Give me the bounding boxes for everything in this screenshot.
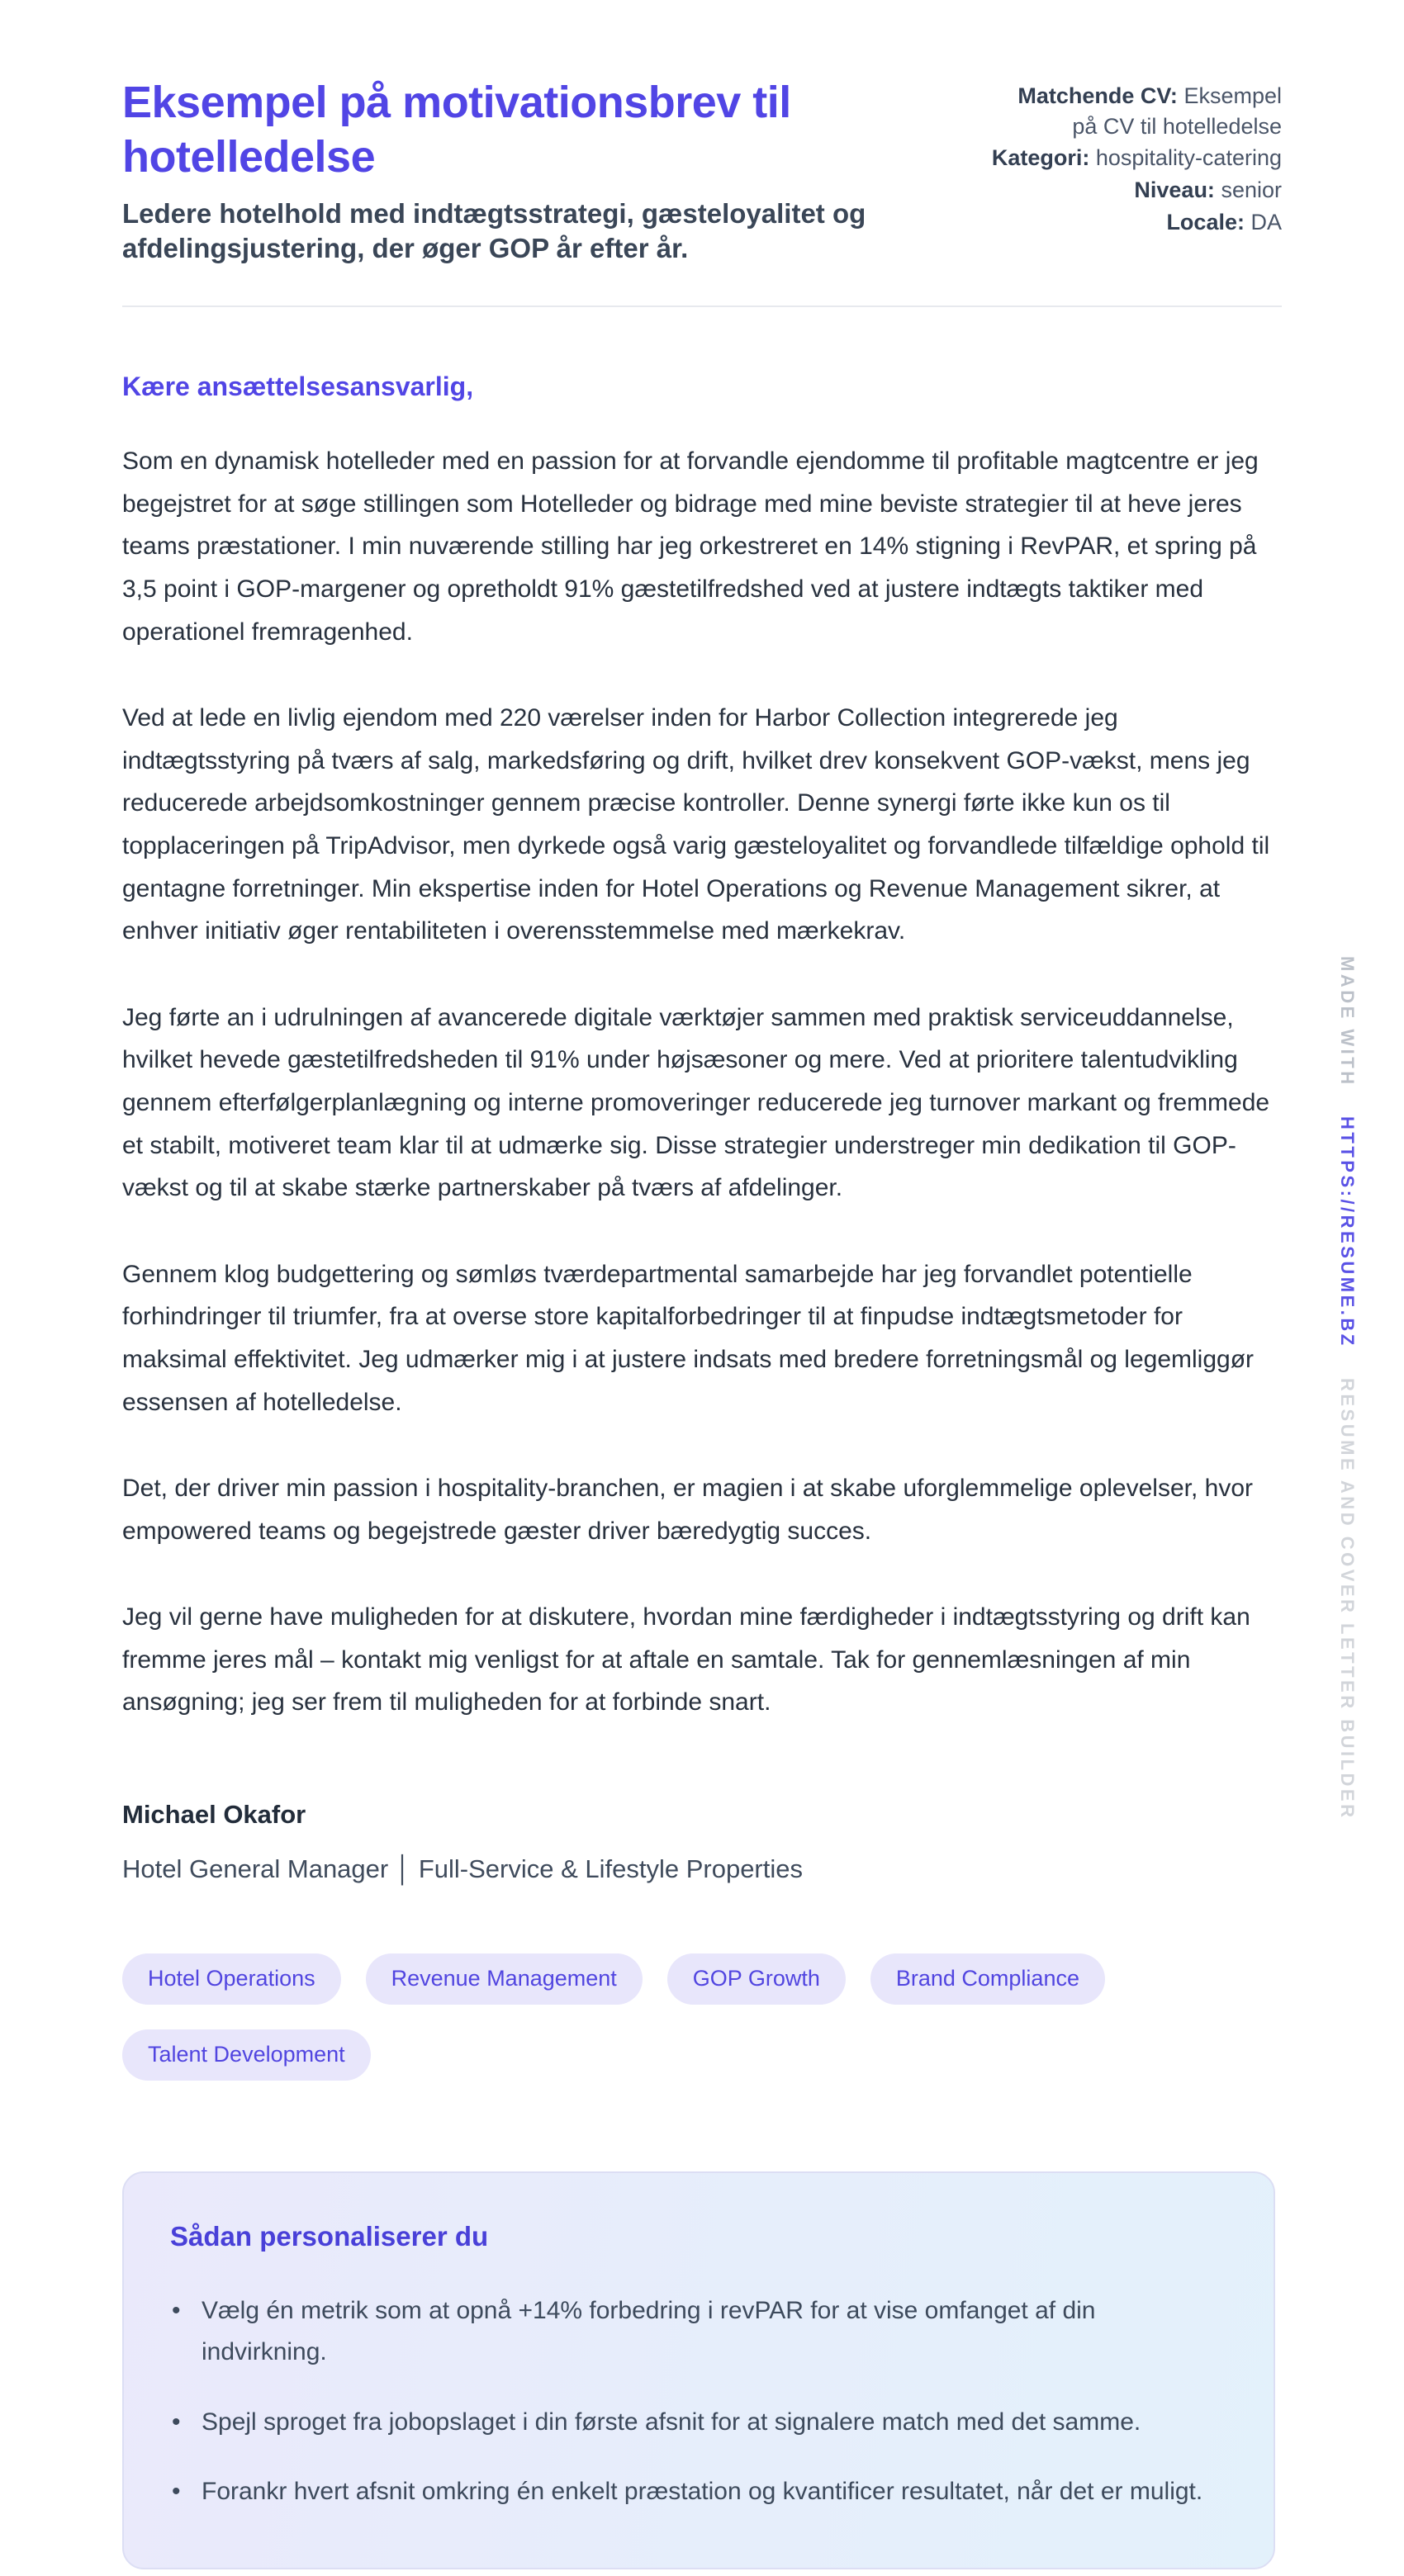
tips-list (170, 2290, 1221, 2513)
letter-paragraph: Som en dynamisk hotelleder med en passion for at forvandle ejendomme til profitable magtcentre er jeg begejstret for at søge stillingen som Hotelleder og bidrage med mine beviste strategier til at heve jeres teams præstationer. I min nuværende stilling har jeg orkestreret en 14% stigning i RevPAR, et spring på 3,5 point i GOP-margener og opretholdt 91% gæstetilfredshed ved at justere indtægts taktiker med operationel fremragenhed. (122, 447, 1259, 646)
letter-body (122, 372, 1282, 1884)
ribbon-resume-bz-link[interactable]: HTTPS://RESUME.BZ (1337, 1116, 1358, 1348)
header-divider (122, 305, 1282, 307)
content-column (122, 0, 1282, 2569)
meta-locale-label: Locale: (1166, 209, 1245, 234)
page-subtitle: Ledere hotelhold med indtægtsstrategi, gæsteloyalitet og afdelingsjustering, der øger GOP år efter år. (122, 197, 866, 263)
meta-locale (991, 207, 1282, 238)
meta-matching-cv (991, 81, 1282, 141)
page-header (122, 76, 1282, 266)
header-title-block (122, 76, 907, 266)
tip-item: • Spejl sproget fra jobopslaget i din første afsnit for at signalere match med det samme. (202, 2402, 1221, 2443)
meta-category (991, 143, 1282, 173)
meta-category-value: hospitality-catering (1095, 145, 1282, 171)
letter-paragraph: Ved at lede en livlig ejendom med 220 værelser inden for Harbor Collection integrerede jeg indtægtsstyring på tværs af salg, markedsføring og drift, hvilket drev konsekvent GOP-vækst, mens jeg reducerede arbejdsomkostninger gennem præcise kontroller. Denne synergi førte ikke kun os til topplaceringen på TripAdvisor, men dyrkede også varig gæsteloyalitet og forvandlede tilfældige ophold til gentagne forretninger. Min ekspertise inden for Hotel Operations og Revenue Management sikrer, at enhver initiativ øger rentabiliteten i overensstemmelse med mærkekrav. (122, 704, 1270, 945)
meta-matching-cv-link[interactable]: Eksempel på CV til hotelledelse (1072, 83, 1282, 139)
meta-category-label: Kategori: (991, 145, 1090, 171)
letter-paragraph: Jeg førte an i udrulningen af avancerede digitale værktøjer sammen med praktisk serviceuddannelse, hvilket hevede gæstetilfredsheden til 91% under højsæsoner og mere. Ved at prioritere talentudvikling gennem efterfølgerplanlægning og interne promoveringer reducerede jeg turnover markant og fremmede et stabilt, motiveret team klar til at udmærke sig. Disse strategier understreger min dedikation til GOP-vækst og til at skabe stærke partnerskaber på tværs af afdelinger. (122, 1003, 1270, 1202)
document-meta (991, 76, 1282, 266)
tips-heading: Sådan personaliserer du (170, 2221, 489, 2252)
made-with-ribbon (1336, 956, 1358, 1820)
tip-item: • Forankr hvert afsnit omkring én enkelt præstation og kvantificer resultatet, når det er muligt. (202, 2471, 1221, 2512)
letter-paragraph: Det, der driver min passion i hospitality-branchen, er magien i at skabe uforglemmelige oplevelser, hvor empowered teams og begejstrede gæster driver bæredygtig succes. (122, 1475, 1253, 1545)
signature-role: Hotel General Manager │ Full-Service & Lifestyle Properties (122, 1854, 803, 1884)
letter-paragraph: Jeg vil gerne have muligheden for at diskutere, hvordan mine færdigheder i indtægtsstyring og drift kan fremme jeres mål – kontakt mig venligst for at aftale en samtale. Tak for gennemlæsningen af min ansøgning; jeg ser frem til muligheden for at forbinde snart. (122, 1603, 1250, 1717)
letter-greeting: Kære ansættelsesansvarlig, (122, 372, 474, 402)
signature-name: Michael Okafor (122, 1800, 306, 1830)
skill-tag-talent-development: Talent Development (122, 2029, 371, 2081)
skill-tag-brand-compliance: Brand Compliance (870, 1953, 1105, 2005)
ribbon-builder-text: RESUME AND COVER LETTER BUILDER (1337, 1377, 1358, 1821)
letter-paragraph: Gennem klog budgettering og sømløs tværdepartmental samarbejde har jeg forvandlet potentielle forhindringer til triumfer, fra at overse store kapitalforbedringer til at finpudse indtægtsmetoder for maksimal effektivitet. Jeg udmærker mig i at justere indsats med bredere forretningsmål og legemliggør essensen af hotelledelse. (122, 1260, 1255, 1416)
tip-item: • Vælg én metrik som at opnå +14% forbedring i revPAR for at vise omfanget af din indvirkning. (202, 2290, 1221, 2374)
ribbon-made-with-text: MADE WITH (1337, 956, 1358, 1087)
page-title: Eksempel på motivationsbrev til hotelledelse (122, 78, 791, 182)
skill-tag-hotel-operations: Hotel Operations (122, 1953, 341, 2005)
letter-paragraphs (122, 440, 1282, 1724)
meta-matching-cv-label: Matchende CV: (1017, 83, 1178, 108)
personalization-tips-box (122, 2171, 1275, 2569)
skill-tag-gop-growth: GOP Growth (667, 1953, 846, 2005)
skill-tag-revenue-management: Revenue Management (366, 1953, 643, 2005)
skill-tags (122, 1953, 1282, 2081)
meta-level-value: senior (1221, 178, 1282, 203)
signature-block (122, 1800, 1282, 1884)
meta-level-label: Niveau: (1134, 178, 1215, 203)
meta-locale-value: DA (1250, 209, 1282, 234)
meta-level (991, 175, 1282, 206)
